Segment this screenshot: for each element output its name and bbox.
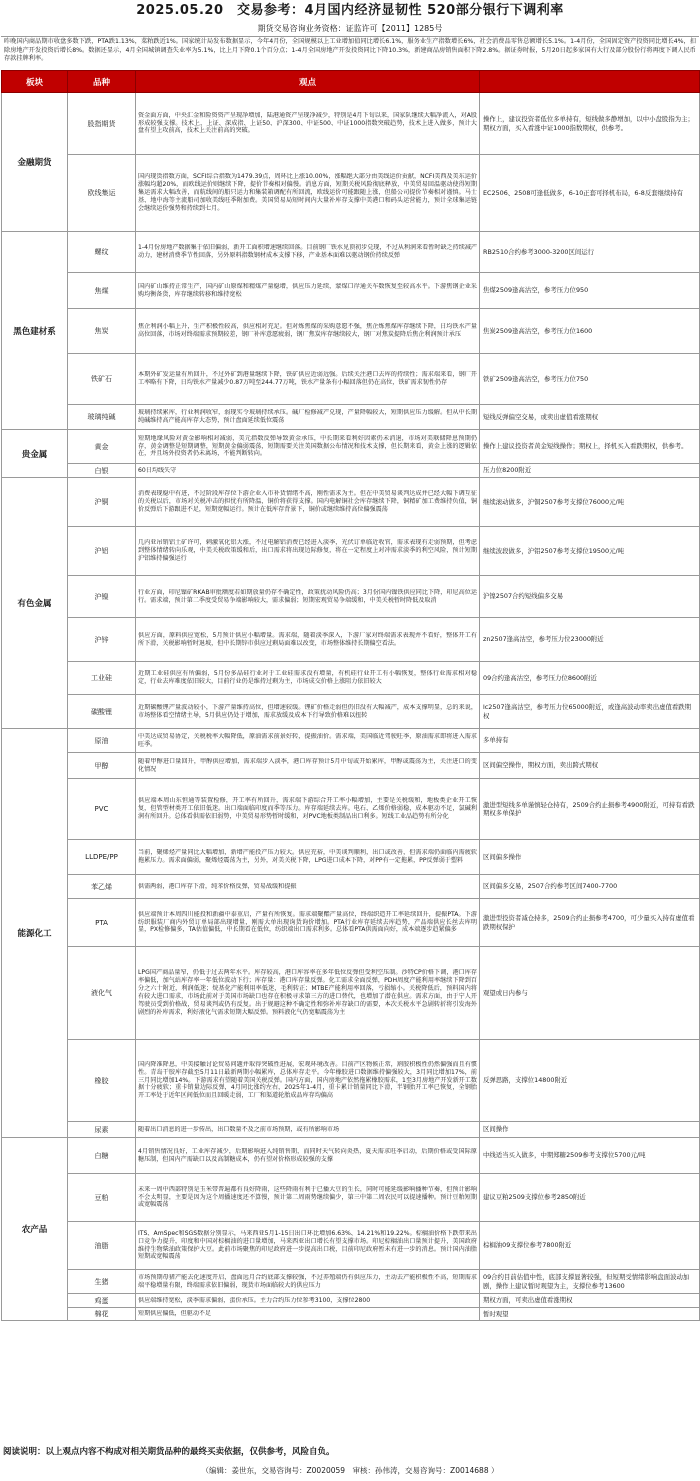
variety-cell: PTA	[68, 899, 136, 947]
view-text: 几内亚吊销铝土矿许可，刺激氧化铝大涨，不过电解铝消费已经进入淡季，光伏订单临近收官，需求表现有走弱预期，但考虑到整体情绪转向乐观，中美关税政策缓和后，出口需求将出现边际修复，将在一定程度上对冲需求淡季的利空风险，预计短期沪铝维持偏强运行	[138, 539, 477, 562]
sector-cell: 能源化工	[2, 729, 68, 1138]
variety-cell: 鸡蛋	[68, 1294, 136, 1308]
strategy-cell	[480, 899, 700, 947]
variety-cell: 橡胶	[68, 1040, 136, 1122]
table-row	[2, 1138, 700, 1174]
view-cell	[136, 1294, 480, 1308]
table-row	[2, 273, 700, 309]
strategy-text: 建议豆粕2509支撑位参考2850附近	[483, 1193, 586, 1202]
view-text: 市场预期母猪产能去化速度开启，盘面远月合约底部支撑较强，不过养殖端仍有供应压力，主动去产能积极性不高，短期需求端平稳增量有限，终端需求依旧偏弱，现货市场面临较大的供应压力	[138, 1273, 477, 1289]
view-text: 玻璃持续累库，行业利润收窄，弱现实令玻璃持续承压。碱厂检修减产兑现，产量降幅较大，短期供应压力缓解。但从中长期纯碱维持高产能高库存大态势，预计盘面延续低位震荡	[138, 409, 477, 424]
variety-cell: 棉花	[68, 1308, 136, 1321]
view-text: 4月销售情况良好，工业库存减少，后期影响进入纯销售期，而同时天气转向炎热，夏天需求旺季启动，后期价格或受国际原糖压制，但国内产需缺口以及高制糖成本，仍有望对价格形成较强的支撑	[138, 1147, 477, 1163]
view-text: 国内矿山维持正常生产，国内矿山原煤和精煤产量稳增，供应压力延续，蒙煤口岸通关车数恢复至较高水平。下游焦钢企业采购均衡备货，库存继续转移和维持宽松	[138, 282, 477, 298]
variety-cell: 原油	[68, 729, 136, 753]
table-row	[2, 899, 700, 947]
table-row	[2, 1222, 700, 1270]
view-text: 近期碳酸锂产量波动较小，下游产量维持高位，但增速较缓。锂矿价格走弱但仍旧没有大幅减产，成本支撑明显，总的来说，市场整体看空情绪主导，5月供应仍处于增加，需求放缓及成本下行导致价格难以扭转	[138, 703, 477, 719]
view-text: 未来一周中西部特别是玉米带普遍都有良好降雨，这些降雨有利于已播大豆的生长，同时可能延缓影响播种节奏，但预计影响不会太明显，主要是因为这个周播速度还不算慢，预计第二周雨势继续偏少，第三中第二周农民可以提速播种。预计豆粕短期或宽幅震荡	[138, 1185, 477, 1209]
strategy-text: 反弹思路，支撑位14800附近	[483, 1076, 568, 1085]
table-row	[2, 1270, 700, 1294]
strategy-text: 期权方面，可卖出虚值看涨期权	[483, 1296, 573, 1305]
table-row	[2, 1294, 700, 1308]
variety-cell: LLDPE/PP	[68, 840, 136, 875]
table-row	[2, 464, 700, 478]
view-cell	[136, 1122, 480, 1138]
table-row	[2, 779, 700, 840]
table-row	[2, 93, 700, 155]
trading-reference-table	[1, 70, 700, 1321]
view-cell	[136, 1138, 480, 1174]
strategy-cell	[480, 875, 700, 899]
strategy-cell	[480, 527, 700, 576]
table-row	[2, 947, 700, 1040]
view-cell	[136, 729, 480, 753]
strategy-cell	[480, 232, 700, 273]
view-cell	[136, 899, 480, 947]
strategy-cell	[480, 354, 700, 405]
view-text: 本期外矿发运量有所回升，不过外矿到港量继续下降，铁矿供应近弱远强。后续关注港口去库的持续性；需求端来看，钢厂开工率略有下降，日均铁水产量减少0.87万吨至244.77万吨，铁水产量条有小幅回落但仍在高位，铁矿需求韧性仍存	[138, 371, 477, 386]
strategy-text: 沪镍2507合约短线偏多交易	[483, 592, 564, 601]
sector-cell: 黑色建材系	[2, 232, 68, 430]
header-sector: 板块	[2, 71, 68, 93]
view-cell	[136, 478, 480, 527]
table-row	[2, 354, 700, 405]
table-row	[2, 478, 700, 527]
table-row	[2, 729, 700, 753]
sector-cell: 贵金属	[2, 430, 68, 478]
variety-cell: 碳酸锂	[68, 695, 136, 729]
view-cell	[136, 662, 480, 695]
table-row	[2, 618, 700, 662]
table-row	[2, 662, 700, 695]
view-text: 供应端维持宽松，淡季需求偏弱，蛋价承压。主力合约压力位参考3100，支撑位2800	[138, 1296, 371, 1304]
view-cell	[136, 527, 480, 576]
view-text: 行业方面，印尼镍矿RKAB审批额度若如期放量仍存不确定性，政策扰动风险仍高；3月份国内镍铁供应同比下降，印尼高位运行。需求端，预计第二季度受贸易争端影响较大，需求偏弱；短期宏观贸易争端缓和，中美关税暂时降低及取消	[138, 588, 477, 604]
strategy-text: 09合约逢高沽空，参考压力位8600附近	[483, 673, 597, 682]
strategy-cell	[480, 1270, 700, 1294]
strategy-cell	[480, 1222, 700, 1270]
view-text: 近期工业硅供应有所偏弱，5月份多晶硅行业对于工业硅需求没有增量，有机硅行业开工有小幅恢复，整体行业需求相对稳定，行业去库难度依旧较大，目前行业仍是维持过剩为主，市场成交价格上涨阻力依旧较大	[138, 670, 477, 685]
strategy-cell	[480, 309, 700, 354]
view-text: 随着出口消息的进一步传出，出口数量不及之前市场预期，或有所影响市场	[138, 1125, 340, 1133]
view-cell	[136, 405, 480, 430]
view-cell	[136, 1308, 480, 1321]
view-text: 供应端本周山东恒通等装置检修，开工率有所回升，需求端下游综合开工率小幅增加，主要是关税缓和，地板类企业开工恢复，但管型材类开工依旧低迷。出口端面临印度而季等压力。库存端延续去库。电石、乙烯价格弱稳，成本驱动不足，氯碱利润有所回升。总体看供需依旧弱势，中美贸易形势暂时缓和，对PVC地板类制品出口利多。短线工业品趋势有所分化	[138, 797, 477, 820]
variety-cell: 沪铜	[68, 478, 136, 527]
strategy-cell	[480, 93, 700, 155]
view-text: 供需两弱，港口库存下滑，纯苯价格反弹，贸易战缓和提振	[138, 882, 297, 890]
view-cell	[136, 1270, 480, 1294]
table-row	[2, 1308, 700, 1321]
variety-cell: 焦煤	[68, 273, 136, 309]
strategy-cell	[480, 1308, 700, 1321]
view-text: 国内降准降息，中美接触讨论贸易问题并取得突破性进展，宏观环境改善。目前产区物候正常，割胶积极性仍然偏强而且有惯性。青岛干胶库存截至5月11日最新两期小幅累库，总体库存走平。今年橡胶进口数据维持偏强较大，3月同比增加17%，前三月同比增加14%。下游需求有望随着美国关税反弹。国内方面，国内房地产依然拖累橡胶需求，1至3月房地产开发新开工数据十分疲软；重卡销量边际反弹，4月同比涨约左右，2025年1-4月，重卡累计销量同比下滑，半钢胎开工率已恢复，全钢胎开工率处于近年区间低位而且回暖走弱，工厂和渠道轮胎成品库存均偏高	[138, 1060, 477, 1100]
view-cell	[136, 155, 480, 232]
strategy-cell	[480, 430, 700, 464]
table-row	[2, 405, 700, 430]
strategy-text: lc2507逢高沽空，参考压力位65000附近，或逢高波动率卖出虚值看跌期权	[483, 703, 692, 720]
view-cell	[136, 618, 480, 662]
table-row	[2, 576, 700, 618]
variety-cell: 生猪	[68, 1270, 136, 1294]
strategy-text: 操作上，建议投资者低位多单持有，短线做多静增加，以中小盘股指为主；期权方面，买入看涨中证1000指数期权，供参考。	[483, 115, 694, 132]
variety-cell: PVC	[68, 779, 136, 840]
strategy-cell	[480, 729, 700, 753]
view-text: ITS、AmSpec和SGS数据分别显示，马来西亚5月1-15日出口环比增加6.63%、14.21%和19.22%。棕榈油价格下跌带来出口竞争力提升，印度和中国对棕榈油的进口量增加，马来西亚出口增长有望支撑市场。印尼棕榈油出口量预计提升，美国政府维持生物柴油政策保护大豆。此前市场聚焦的印尼政府进一步提高出口税，目前印尼政府暂未有进一步的消息。预计国内油脂短期或宽幅震荡	[138, 1229, 477, 1261]
strategy-text: 继续滚动做多，沪铜2507参考支撑位76000元/吨	[483, 497, 624, 506]
strategy-cell	[480, 478, 700, 527]
table-row	[2, 1040, 700, 1122]
strategy-cell	[480, 779, 700, 840]
strategy-text: 压力位8200附近	[483, 466, 532, 475]
view-text: 消费表现稳中有进，不过阶段库存位下游企业入市补货情绪不高，刚性需求为主。但在中美贸易谈判达成并已经大幅下调互征的关税以后，市场对关税冲击的担忧有所降温，铜价将获得支撑。国内电解铜社会库存继续下降，铜精矿加工费维持负值，铜价反弹后下游跟进不足，短期宽幅运行。预计在低库存背景下，铜价或继续维持高位偏强震荡	[138, 490, 477, 513]
strategy-cell	[480, 155, 700, 232]
table-row	[2, 840, 700, 875]
table-row	[2, 309, 700, 354]
strategy-text: EC2506、2508可逢低做多，6-10正套可择机布局，6-8反套继续持有	[483, 188, 684, 197]
view-text: LPG国产商品量窄，仍低于过去两年水平。库存较高，港口库容率在多年低位反弹但受利空压制。沙特CP价格下调，港口库存率偏低，加气站库存率一年低位波动下行；库存量：港口库存量反弹。化工需求全面反弹，PDH周度产能利用率继续下降到百分之六十附近，利润低迷；烷基化产能利用率低迷，毛利转正；MTBE产能利用率回落，亏损缩小。关税降低后，预料国内将有较大进口需求，市场此前对于美国市场缺口也存在积极寻求第三方的进口替代，也增加了潜在供应。需求方面，由于宁人开驾驶员受到价格战，贸易谈判或仍有反复。出于规避这种不确定性和弥补库存缺口的需要，本次关税水平急剧转折将引发海外剧烈的补库需求，利好液化气需求短期大幅反弹。预料液化气仍宽幅震荡为主	[138, 969, 477, 1016]
view-cell	[136, 93, 480, 155]
view-cell	[136, 354, 480, 405]
variety-cell: 焦炭	[68, 309, 136, 354]
variety-cell: 液化气	[68, 947, 136, 1040]
strategy-cell	[480, 947, 700, 1040]
table-body	[2, 93, 700, 1321]
table-row	[2, 430, 700, 464]
table-row	[2, 1174, 700, 1222]
variety-cell: 股指期货	[68, 93, 136, 155]
strategy-text: 中线适当买入做多，中期郑糖2509参考支撑位5700元/吨	[483, 1151, 646, 1160]
variety-cell: 白糖	[68, 1138, 136, 1174]
strategy-text: 焦炭2509逢高沽空，参考压力位1600	[483, 326, 593, 335]
license-subtitle: 期货交易咨询业务资格：证监许可【2011】1285号	[257, 24, 443, 33]
variety-cell: 欧线集运	[68, 155, 136, 232]
variety-cell: 豆粕	[68, 1174, 136, 1222]
strategy-cell	[480, 618, 700, 662]
view-text: 短期地缘风险对黄金影响相对减弱，美元指数反弹导致黄金承压，中长期来看利好因素仍未消退，市场对美联储降息预期仍存，黄金调整是短期调整，短期黄金偏弱震荡，短期需要关注美国数据公布情况和技术支撑，但长期来看，黄金上涨的逻辑依在，并且场外投资者仍未离场，不能判断转向。	[138, 434, 477, 458]
view-text: 短期供应偏低，但驱动不足	[138, 1310, 212, 1318]
variety-cell: 沪铝	[68, 527, 136, 576]
strategy-text: zn2507逢高沽空，参考压力位23000附近	[483, 635, 604, 644]
header-strategy	[480, 71, 700, 93]
editor-credits: （编辑：姜世东，交易咨询号：Z0020059 审核：孙伟涛，交易咨询号：Z0014688 ）	[201, 1466, 499, 1475]
view-cell	[136, 576, 480, 618]
table-row	[2, 527, 700, 576]
view-cell	[136, 1040, 480, 1122]
strategy-text: RB2510合约参考3000-3200区间运行	[483, 247, 595, 256]
strategy-cell	[480, 753, 700, 779]
view-cell	[136, 779, 480, 840]
view-text: 当前，聚烯烃产量同比大幅增加，新增产能投产压力较大。供应充裕，中美谈判顺利，出口或改善，但需求端仍面临内需疲软拖累压力。需求面偏弱，聚烯烃震荡为主，另外，对美关税下降，LPG进口成本下降，对PP有一定拖累，PP反弹弱于塑料	[138, 849, 477, 864]
view-cell	[136, 840, 480, 875]
strategy-cell	[480, 662, 700, 695]
strategy-text: 区间偏多交易，2507合约参考区间7400-7700	[483, 882, 618, 891]
view-text: 中美达成贸易协定，关税税率大幅降低，原油需求前景好转，提振油价。需求端，美国临近驾驶旺季，原油需求即将进入需求旺季。	[138, 732, 477, 748]
sector-cell: 农产品	[2, 1138, 68, 1321]
strategy-cell	[480, 840, 700, 875]
sector-cell: 有色金属	[2, 478, 68, 729]
strategy-text: 继续波段做多，沪铝2507参考支撑位19500元/吨	[483, 546, 624, 555]
table-row	[2, 875, 700, 899]
view-text: 资金面方面，中央汇金和险资资产呈现净增加，陆港通资产呈现净减少，特别是4月下旬以来，国家队继续大幅净流入，对A股形成较强支撑。技术上，上证、深成指、上证50、沪深300、中证500、中证1000指数突破趋势，技术上进入做多，预计大盘有望上攻前高，技术上关注前高的突破。	[138, 111, 477, 135]
variety-cell: 苯乙烯	[68, 875, 136, 899]
view-text: 焦企利润小幅上升，生产积极性较高，供应相对充足。但对炼焦煤的采购意愿不强，焦企炼焦煤库存继续下降，日均铁水产量高位回落，市场对终端需求预期较差，钢厂补库意愿疲弱，钢厂焦炭库存继续较大，钢厂对焦炭提降后焦企利润预计承压	[138, 323, 477, 338]
strategy-cell	[480, 273, 700, 309]
view-cell	[136, 309, 480, 354]
view-text: 供应方面，原料供应宽松，5月预计供应小幅增量。需求端，随着淡季深入，下游厂家对终端需求表现并不看好，整体开工有所下滑，关税影响暂时退坡，但中长期锌市供应过剩局面难以改变，市场整体维持长期偏空看法。	[138, 631, 477, 647]
table-row	[2, 753, 700, 779]
view-cell	[136, 273, 480, 309]
variety-cell: 螺纹	[68, 232, 136, 273]
table-row	[2, 1122, 700, 1138]
strategy-text: 短线反弹偏空交易，或卖出虚值看涨期权	[483, 412, 599, 421]
variety-cell: 甲醇	[68, 753, 136, 779]
variety-cell: 沪锌	[68, 618, 136, 662]
view-cell	[136, 464, 480, 478]
strategy-text: 激进型投资者减仓持多，2509合约止损参考4700，可少量买入持有虚值看跌期权保护	[483, 914, 695, 931]
strategy-text: 暂时观望	[483, 1309, 509, 1318]
strategy-cell	[480, 1138, 700, 1174]
variety-cell: 工业硅	[68, 662, 136, 695]
view-cell	[136, 753, 480, 779]
view-cell	[136, 875, 480, 899]
strategy-cell	[480, 1122, 700, 1138]
table-header-row	[2, 71, 700, 93]
strategy-cell	[480, 1040, 700, 1122]
strategy-text: 焦煤2509逢高沽空，参考压力位950	[483, 286, 589, 295]
table-row	[2, 232, 700, 273]
strategy-cell	[480, 695, 700, 729]
strategy-text: 操作上建议投资者黄金短线操作；期权上，择机买入看跌期权，供参考。	[483, 442, 688, 451]
strategy-text: 多单持有	[483, 736, 509, 745]
view-cell	[136, 695, 480, 729]
variety-cell: 铁矿石	[68, 354, 136, 405]
variety-cell: 黄金	[68, 430, 136, 464]
strategy-cell	[480, 464, 700, 478]
strategy-cell	[480, 405, 700, 430]
strategy-text: 区间偏空操作，期权方面，卖出跨式期权	[483, 761, 599, 770]
strategy-cell	[480, 576, 700, 618]
report-title: 2025.05.20 交易参考：4月国内经济显韧性 520部分银行下调利率	[136, 3, 564, 18]
view-cell	[136, 1222, 480, 1270]
variety-cell: 沪镍	[68, 576, 136, 618]
strategy-text: 区间操作	[483, 1125, 509, 1134]
strategy-text: 09合约目前估值中性，底部支撑显著较强，但短期受情绪影响盘面波动加剧，操作上建议暂时观望为主，支撑位参考13600	[483, 1273, 690, 1290]
sector-cell: 金融期货	[2, 93, 68, 232]
variety-cell: 尿素	[68, 1122, 136, 1138]
header-variety: 品种	[68, 71, 136, 93]
table-row	[2, 155, 700, 232]
strategy-cell	[480, 1174, 700, 1222]
view-cell	[136, 947, 480, 1040]
market-summary: 昨晚国内商品期市收盘多数下跌，PTA跌1.13%，菜粕跌近1%。国家统计局发布数据显示，今年4月份，全国规模以上工业增加值同比增长6.1%，服务业生产指数增长6%，社会消费品零售总额增长5.1%。1-4月份，全国固定资产投资同比增长4%，扣除房地产开发投资后增长8%。数据还显示，4月全国城镇调查失业率为5.1%，比上月下降0.1个百分点；1-4月全国房地产开发投资同比下降10.3%，新建商品房销售面积下降2.8%。据证券时报，5月20日起多家国有大行及部分股份行将再度下调人民币存款挂牌利率。	[1, 36, 699, 70]
view-cell	[136, 1174, 480, 1222]
view-cell	[136, 430, 480, 464]
view-text: 供应端预计本周四川能投和新疆中泰重启，产量有所恢复。需求端聚酯产量高位，终端织造开工率延续回升，提振PTA。下游纺织服装厂商内外贸订单局部出现增量，刚需大单出现询货询价增加。PTA行业库存延续去库趋势，产品端供应长丝去库明显，PX检修偏多，TA估值偏低，中长期看在低位，纺织端出口需求利多。总体看PTA供需面向好，成本端逐步趋紧偏多	[138, 910, 477, 934]
view-cell	[136, 232, 480, 273]
strategy-text: 观望或日内参与	[483, 988, 528, 997]
view-text: 国内现货指数方面，SCFI综合指数为1479.39点，周环比上涨10.00%，涨幅绝大部分由美线运价贡献，NCFI美西及美东运价涨幅均超20%，而欧线运价则继续下降，提价节奏相对偏慢。消息方面，短期关税风险彻底释放，中美贸易回温驱动使得短期集运需求大幅改善，而航线间的船只运力和集装箱调配有所回流，欧线运价可能跟随上涨，但船公司提价节奏相对谨慎。马士基、地中海等主流船司加收美线旺季附加费。美国贸易局短时间内大量补库存支撑中美港口和码头运营能力，预计全球集运链会继续运价强势和持续到七月。	[138, 173, 477, 212]
view-text: 随着甲醇进口量回升，甲醇供应增加，需求端步入淡季，港口库存预计5月中旬或开始累库，甲醇或震荡为主，关注进口的变化情况	[138, 757, 477, 773]
strategy-cell	[480, 1294, 700, 1308]
strategy-text: 棕榈油09支撑位参考7800附近	[483, 1241, 572, 1250]
header-view: 观点	[136, 71, 480, 93]
view-text: 60日均线失守	[138, 466, 177, 474]
view-text: 1-4月份房地产数据集于依旧偏弱，新开工面积增速继续回落。目前钢厂铁水见顶初步兑现，不过从利润来看暂时缺乏持续减产动力，建材消费季节性回落，另外原料指数钢材成本支撑下移，产业基本面难以驱动钢价持续反弹	[138, 244, 477, 259]
strategy-text: 铁矿2509逢高沽空，参考压力位750	[483, 374, 589, 383]
table-row	[2, 695, 700, 729]
variety-cell: 油脂	[68, 1222, 136, 1270]
strategy-text: 区间偏多操作	[483, 852, 522, 861]
variety-cell: 玻璃纯碱	[68, 405, 136, 430]
disclaimer-note: 阅读说明：以上观点内容不构成对相关期货品种的最终买卖依据，仅供参考，风险自负。	[3, 1447, 335, 1457]
strategy-text: 激进型短线多单谨慎轻仓持有，2509合约止损参考4900附近，可持有看跌期权多单保护	[483, 800, 695, 817]
variety-cell: 白银	[68, 464, 136, 478]
